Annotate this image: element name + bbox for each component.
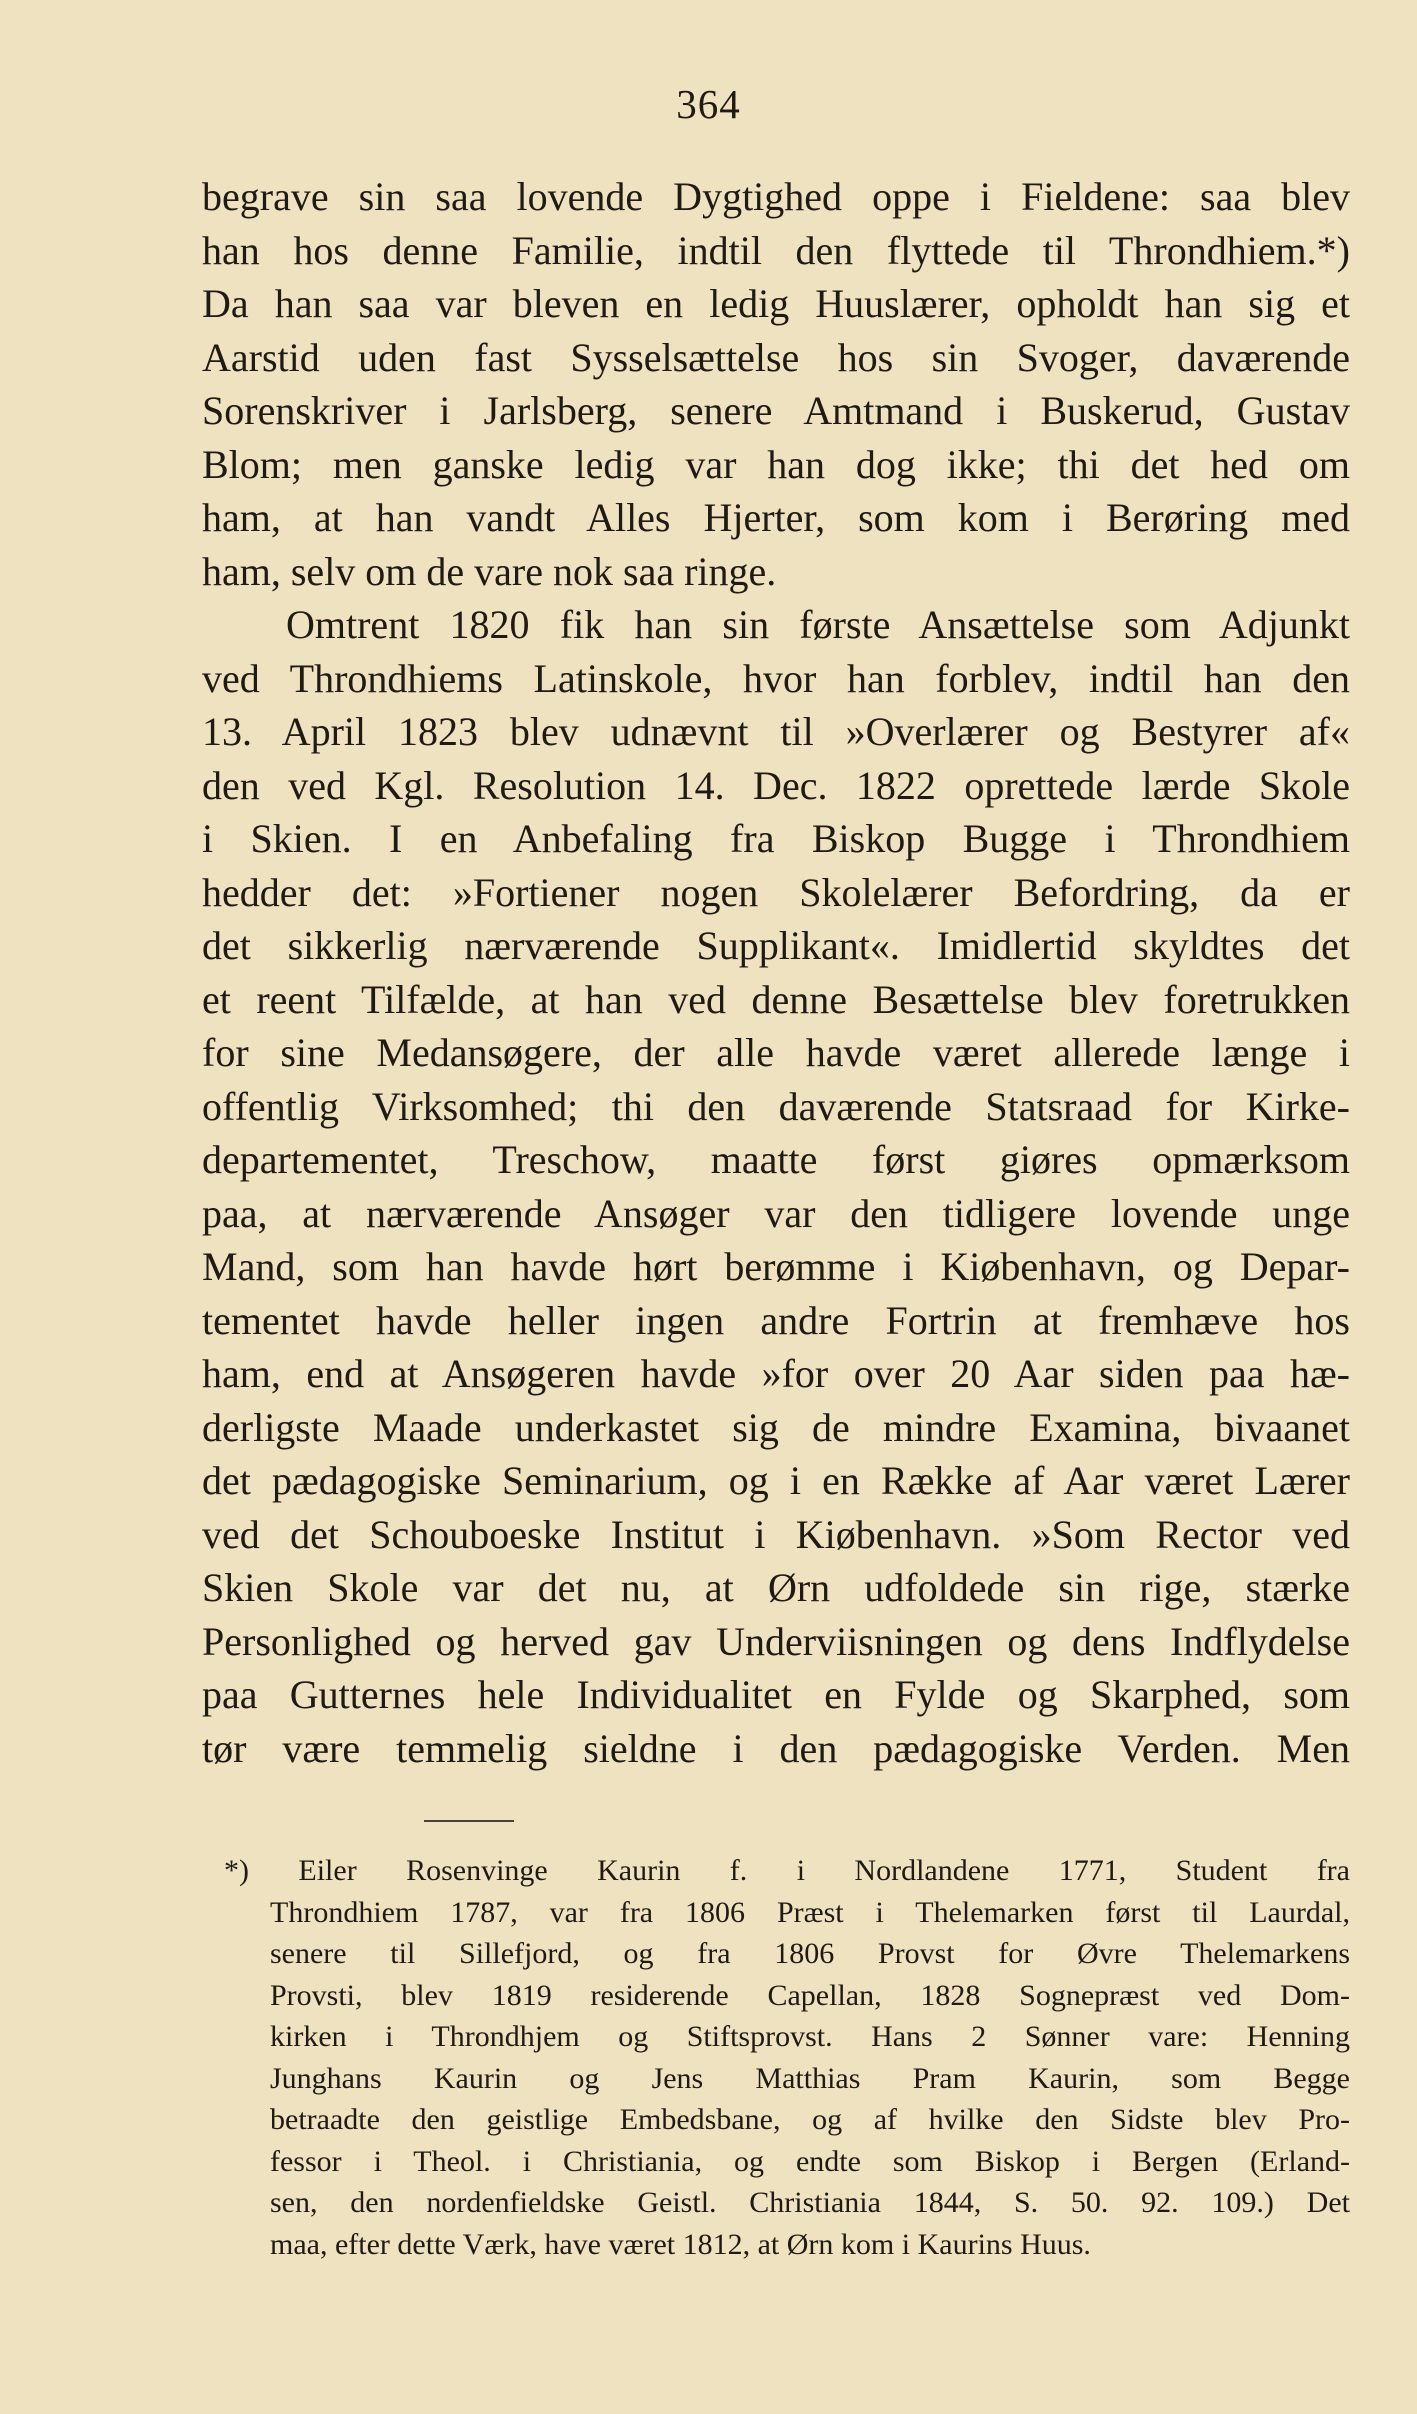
body-line: hedder det: »Fortiener nogen Skolelærer Befordring, da er <box>202 869 1350 915</box>
body-line: departementet, Treschow, maatte først giøres opmærksom <box>202 1137 1350 1182</box>
body-line: et reent Tilfælde, at han ved denne Besættelse blev foretrukken <box>202 976 1350 1022</box>
footnote-line: Provsti, blev 1819 residerende Capellan, 1828 Sognepræst ved Dom- <box>270 1978 1350 2012</box>
body-line: paa Gutternes hele Individualitet en Fylde og Skarphed, som <box>202 1672 1350 1717</box>
footnote-line: kirken i Throndhjem og Stiftsprovst. Hans 2 Sønner vare: Henning <box>270 2020 1350 2053</box>
body-line: tør være temmelig sieldne i den pædagogiske Verden. Men <box>202 1725 1350 1771</box>
body-line: i Skien. I en Anbefaling fra Biskop Bugge i Throndhiem <box>202 816 1350 861</box>
body-line: den ved Kgl. Resolution 14. Dec. 1822 oprettede lærde Skole <box>202 762 1350 808</box>
body-line: tementet havde heller ingen andre Fortrin at fremhæve hos <box>202 1297 1350 1343</box>
footnote-line: Junghans Kaurin og Jens Matthias Pram Kaurin, som Begge <box>270 2061 1350 2095</box>
footnote-line: Throndhiem 1787, var fra 1806 Præst i Thelemarken først til Laurdal, <box>270 1895 1350 1929</box>
body-line: Aarstid uden fast Sysselsættelse hos sin Svoger, daværende <box>202 334 1350 380</box>
body-line: Skien Skole var det nu, at Ørn udfoldede sin rige, stærke <box>202 1565 1350 1610</box>
page-number: 364 <box>676 81 741 127</box>
footnote-divider <box>424 1820 514 1822</box>
body-line: han hos denne Familie, indtil den flyttede til Throndhiem.*) <box>202 227 1350 273</box>
body-line: ham, selv om de vare nok saa ringe. <box>202 548 777 594</box>
footnote-line: senere til Sillefjord, og fra 1806 Provst for Øvre Thelemarkens <box>270 1937 1350 1970</box>
body-line: Omtrent 1820 fik han sin første Ansættelse som Adjunkt <box>286 602 1350 647</box>
footnote <box>202 1850 1350 2265</box>
body-line: det sikkerlig nærværende Supplikant«. Imidlertid skyldtes det <box>202 923 1350 968</box>
body-line: Blom; men ganske ledig var han dog ikke; thi det hed om <box>202 441 1350 487</box>
footnote-line: betraadte den geistlige Embedsbane, og af hvilke den Sidste blev Pro- <box>270 2103 1350 2136</box>
body-line: paa, at nærværende Ansøger var den tidligere lovende unge <box>202 1190 1350 1236</box>
footnote-line: maa, efter dette Værk, have været 1812, at Ørn kom i Kaurins Huus. <box>270 2227 1091 2261</box>
body-line: 13. April 1823 blev udnævnt til »Overlærer og Bestyrer af« <box>202 709 1350 754</box>
body-line: ham, end at Ansøgeren havde »for over 20 Aar siden paa hæ- <box>202 1351 1350 1396</box>
body-text <box>202 170 1350 1775</box>
body-line: ved det Schouboeske Institut i Kiøbenhavn. »Som Rector ved <box>202 1511 1350 1557</box>
body-line: offentlig Virksomhed; thi den daværende Statsraad for Kirke- <box>202 1083 1350 1129</box>
body-line: begrave sin saa lovende Dygtighed oppe i Fieldene: saa blev <box>202 174 1350 219</box>
footnote-line: sen, den nordenfieldske Geistl. Christiania 1844, S. 50. 92. 109.) Det <box>270 2186 1350 2219</box>
body-line: Sorenskriver i Jarlsberg, senere Amtmand i Buskerud, Gustav <box>202 388 1350 433</box>
footnote-line: *) Eiler Rosenvinge Kaurin f. i Nordlandene 1771, Student fra <box>224 1854 1350 1887</box>
body-line: Da han saa var bleven en ledig Huuslærer, opholdt han sig et <box>202 281 1350 326</box>
body-line: Personlighed og herved gav Underviisningen og dens Indflydelse <box>202 1618 1350 1664</box>
footnote-line: fessor i Theol. i Christiania, og endte som Biskop i Bergen (Erland- <box>270 2144 1350 2178</box>
body-line: Mand, som han havde hørt berømme i Kiøbenhavn, og Depar- <box>202 1244 1350 1289</box>
body-line: for sine Medansøgere, der alle havde været allerede længe i <box>202 1030 1350 1075</box>
body-line: derligste Maade underkastet sig de mindre Examina, bivaanet <box>202 1404 1350 1450</box>
body-line: ved Throndhiems Latinskole, hvor han forblev, indtil han den <box>202 655 1350 701</box>
body-line: ham, at han vandt Alles Hjerter, som kom i Berøring med <box>202 495 1350 540</box>
body-line: det pædagogiske Seminarium, og i en Række af Aar været Lærer <box>202 1458 1350 1503</box>
